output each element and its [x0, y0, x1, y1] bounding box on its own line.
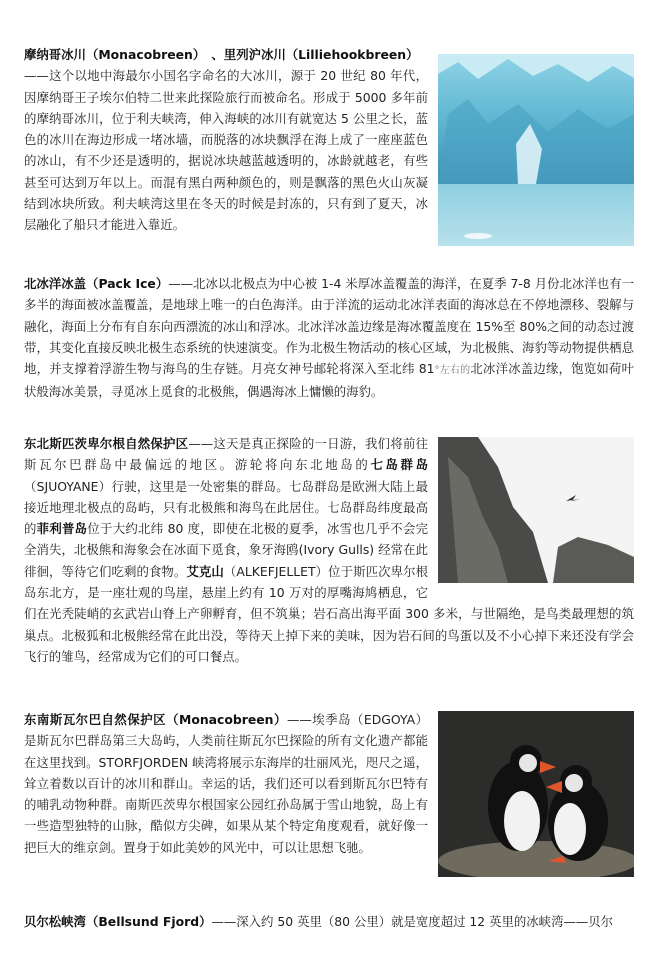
section-body: 位于大约北纬 80 度，即使在北极的夏季，冰雪也几乎不会完全消失，北极熊和海象会在冰面下觅食，象牙海鸥(Ivory Gulls) 经常在此徘徊，等待它们吃剩的食物。 [24, 521, 429, 579]
bird-cliff-photo [438, 433, 634, 583]
section-title: 北冰洋冰盖（Pack Ice） [24, 276, 169, 291]
section-title: 摩纳哥冰川（Monacobreen） 、里列沪冰川（Lilliehookbreen） [24, 47, 419, 62]
section-pack-ice [24, 273, 634, 403]
glacier-photo [438, 44, 634, 236]
section-body-note: °左右的 [434, 365, 471, 377]
section-body: ——这天是真正探险的一日游，我们将前往斯瓦尔巴群岛中最偏远的地区。游轮将向东北地岛的 [24, 436, 428, 473]
section-southeast-reserve [24, 709, 634, 883]
section-title: 东北斯匹茨卑尔根自然保护区 [24, 436, 189, 451]
section-body: ——深入约 50 英里（80 公里）就是宽度超过 12 英里的冰峡湾——贝尔 [211, 914, 614, 929]
place-phipps-island: 菲利普岛 [36, 521, 88, 537]
section-northeast-reserve [24, 433, 634, 667]
puffin-photo [438, 709, 634, 877]
section-body-cont: 北冰洋冰盖边缘，饱览如荷叶状般海冰美景，寻觅冰上觅食的北极熊，偶遇海冰上慵懒的海豹。 [24, 361, 634, 400]
section-title: 贝尔松峡湾（Bellsund Fjord） [24, 914, 212, 929]
section-title: 东南斯瓦尔巴自然保护区（Monacobreen） [24, 712, 287, 727]
place-alkefjellet: 艾克山 [186, 563, 224, 579]
section-body: ——埃季岛（EDGOYA）是斯瓦尔巴群岛第三大岛屿，人类前往斯瓦尔巴探险的所有文化遗产都能在这里找到。STORFJORDEN 峡湾将展示东海岸的壮丽风光，咫尺之遥，耸立着数以百计的冰川和群山。幸运的话，我们还可以看到斯瓦尔巴特有的哺乳动物种群。南斯匹茨卑尔根国家公园红孙岛属于雪山地貌，岛上有一些造型独特的山脉，酷似方尖碑，如果从某个特定角度观看，就好像一把巨大的维京剑。置身于如此美妙的风光中，可以让思想飞驰。 [24, 712, 428, 855]
section-bellsund-fjord [24, 911, 634, 932]
section-body: （SJUOYANE）行驶，这里是一处密集的群岛。七岛群岛是欧洲大陆上最接近地理北极点的岛屿，只有北极熊和海鸟在此居住。七岛群岛纬度最高的 [24, 478, 428, 537]
place-seven-islands: 七岛群岛 [370, 457, 429, 473]
section-body: ——这个以地中海最尔小国名字命名的大冰川，源于 20 世纪 80 年代，因摩纳哥王子埃尔伯特二世来此探险旅行而被命名。形成于 5000 多年前的摩纳哥冰川，位于利夫峡湾，伸入海峡的冰川有就宽达 5 公里之长，蓝色的冰川在海边形成一堵冰墙，而脱落的冰块飘浮在海上成了一座座蓝色的冰山，有不少还是透明的，据说冰块越蓝越透明的，冰龄就越老，有些甚至可达到万年以上。而混有黑白两种颜色的，则是飘落的黑色火山灰凝结到冰块所致。利夫峡湾这里在冬天的时候是封冻的，只有到了夏天，冰层融化了船只才能进入靠近。 [24, 68, 428, 233]
section-body: ——北冰以北极点为中心被 1-4 米厚冰盖覆盖的海洋，在夏季 7-8 月份北冰洋也有一多半的海面被冰盖覆盖，是地球上唯一的白色海洋。由于洋流的运动北冰洋表面的海冰总在不停地漂移、裂解与融化，海面上分布有自东向西漂流的冰山和浮冰。北冰洋冰盖边缘是海冰覆盖度在 15%至 80%之间的动态过渡带，其变化直接反映北极生态系统的快速演变。作为北极生物活动的核心区域，为北极熊、海豹等动物提供栖息地，并支撑着浮游生物与海鸟的生存链。月亮女神号邮轮将深入至北纬 81 [24, 276, 634, 377]
section-monacobreen [24, 44, 634, 242]
section-body: （ALKEFJELLET）位于斯匹次卑尔根岛东北方，是一座壮观的鸟崖，悬崖上约有 10 万对的厚嘴海鸠栖息，它们在光秃陡峭的玄武岩山脊上产卵孵育，但不筑巢；岩石高出海平面 300 多米，与世隔绝，是鸟类最理想的筑巢点。北极狐和北极熊经常在此出没，等待天上掉下来的美味，因为岩石间的鸟蛋以及不小心掉下来还没有学会飞行的雏鸟，经常成为它们的可口餐点。 [24, 563, 634, 664]
